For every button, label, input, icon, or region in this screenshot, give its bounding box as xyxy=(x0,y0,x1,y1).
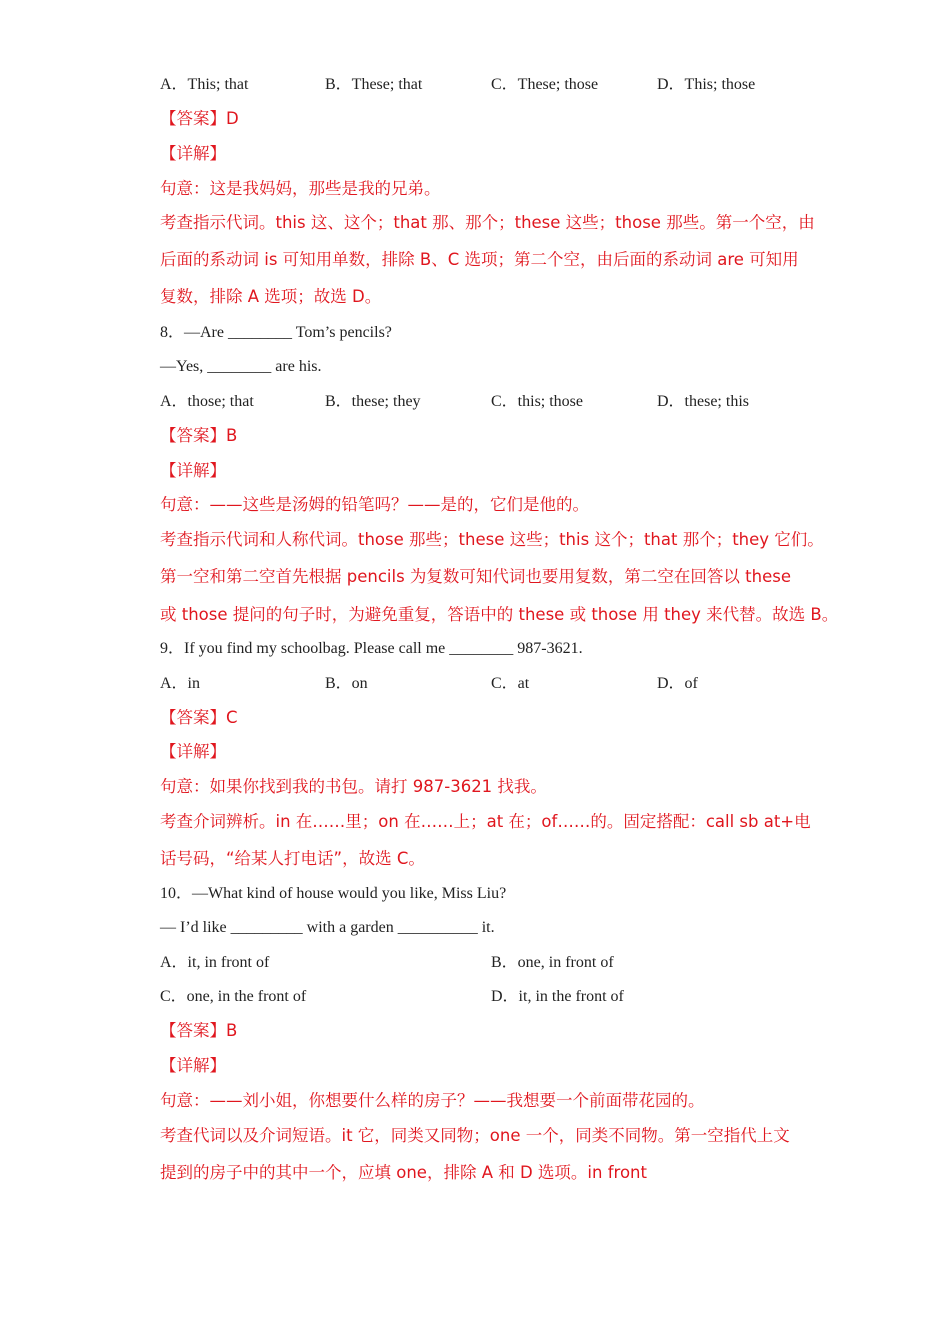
q10-option-b: B．one, in front of xyxy=(491,954,614,971)
q10-meaning: 句意：——刘小姐，你想要什么样的房子？——我想要一个前面带花园的。 xyxy=(160,1091,705,1110)
q8-option-a: A．those; that xyxy=(160,393,254,410)
q7-option-d: D．This; those xyxy=(657,76,756,93)
q10-explanation-line-2: 提到的房子中的其中一个，应填 one，排除 A 和 D 选项。in front xyxy=(160,1163,647,1182)
q9-option-a: A．in xyxy=(160,675,201,692)
q9-option-c: C．at xyxy=(491,675,530,692)
q7-explanation-line-1: 考查指示代词。this 这、这个；that 那、那个；these 这些；those 那些。第一个空，由 xyxy=(160,213,815,232)
q8-option-c: C．this; those xyxy=(491,393,584,410)
q9-explanation-line-2: 话号码，“给某人打电话”，故选 C。 xyxy=(160,849,425,868)
q10-stem-line-1: 10．—What kind of house would you like, Miss Liu? xyxy=(160,885,507,902)
q9-stem: 9．If you find my schoolbag. Please call me ________ 987-3621. xyxy=(160,640,583,657)
q7-meaning: 句意：这是我妈妈，那些是我的兄弟。 xyxy=(160,179,441,198)
q9-option-b: B．on xyxy=(325,675,368,692)
q8-option-d: D．these; this xyxy=(657,393,749,410)
q7-answer: 【答案】D xyxy=(160,109,239,128)
q7-detail-heading: 【详解】 xyxy=(160,144,226,163)
q10-stem-line-2: — I’d like _________ with a garden __________ it. xyxy=(160,919,495,936)
q10-option-a: A．it, in front of xyxy=(160,954,270,971)
q8-explanation-line-3: 或 those 提问的句子时，为避免重复，答语中的 these 或 those 用 they 来代替。故选 B。 xyxy=(160,605,839,624)
q8-explanation-line-1: 考查指示代词和人称代词。those 那些；these 这些；this 这个；that 那个；they 它们。 xyxy=(160,530,824,549)
q8-meaning: 句意：——这些是汤姆的铅笔吗？——是的，它们是他的。 xyxy=(160,495,589,514)
q7-explanation-line-2: 后面的系动词 is 可知用单数，排除 B、C 选项；第二个空，由后面的系动词 are 可知用 xyxy=(160,250,799,269)
q10-detail-heading: 【详解】 xyxy=(160,1056,226,1075)
q10-answer: 【答案】B xyxy=(160,1021,238,1040)
q7-option-c: C．These; those xyxy=(491,76,599,93)
q9-answer: 【答案】C xyxy=(160,708,238,727)
q8-option-b: B．these; they xyxy=(325,393,421,410)
q7-option-a: A．This; that xyxy=(160,76,249,93)
q9-explanation-line-1: 考查介词辨析。in 在……里；on 在……上；at 在；of……的。固定搭配：call sb at+电 xyxy=(160,812,811,831)
q8-stem-line-2: —Yes, ________ are his. xyxy=(160,358,322,375)
q7-option-b: B．These; that xyxy=(325,76,423,93)
q9-detail-heading: 【详解】 xyxy=(160,742,226,761)
q8-detail-heading: 【详解】 xyxy=(160,461,226,480)
q10-option-d: D．it, in the front of xyxy=(491,988,624,1005)
q8-stem-line-1: 8．—Are ________ Tom’s pencils? xyxy=(160,324,392,341)
q8-explanation-line-2: 第一空和第二空首先根据 pencils 为复数可知代词也要用复数，第二空在回答以 these xyxy=(160,567,791,586)
q9-meaning: 句意：如果你找到我的书包。请打 987-3621 找我。 xyxy=(160,777,547,796)
q7-explanation-line-3: 复数，排除 A 选项；故选 D。 xyxy=(160,287,382,306)
q9-option-d: D．of xyxy=(657,675,698,692)
q10-option-c: C．one, in the front of xyxy=(160,988,307,1005)
q10-explanation-line-1: 考查代词以及介词短语。it 它，同类又同物；one 一个，同类不同物。第一空指代上文 xyxy=(160,1126,790,1145)
q8-answer: 【答案】B xyxy=(160,426,238,445)
